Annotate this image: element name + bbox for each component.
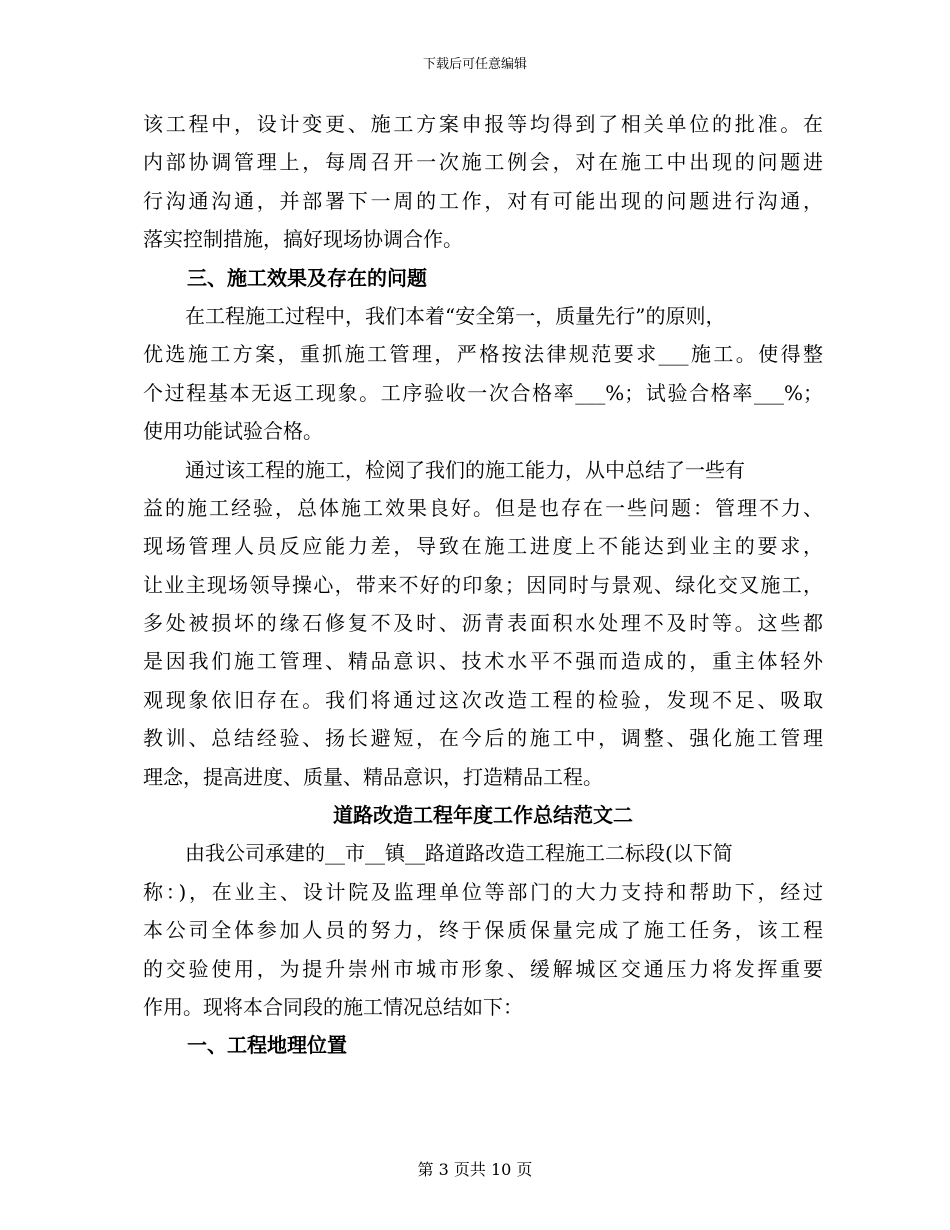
text-line: 观现象依旧存在。我们将通过这次改造工程的检验，发现不足、吸取 (143, 687, 823, 712)
text-line: 理念，提高进度、质量、精品意识，打造精品工程。 (143, 764, 603, 789)
text-line: 该工程中，设计变更、施工方案申报等均得到了相关单位的批准。在 (143, 112, 823, 136)
text-line: 本公司全体参加人员的努力，终于保质保量完成了施工任务，该工程 (143, 918, 823, 943)
text-line: 由我公司承建的__市__镇__路道路改造工程施工二标段(以下简 (185, 841, 733, 866)
text-line: 在工程施工过程中，我们本着“安全第一，质量先行”的原则， (185, 303, 726, 328)
document-title: 道路改造工程年度工作总结范文二 (333, 803, 633, 828)
document-body (143, 105, 823, 1065)
text-line: 作用。现将本合同段的施工情况总结如下： (143, 994, 523, 1019)
text-line: 让业主现场领导操心，带来不好的印象；因同时与景观、绿化交叉施工， (143, 572, 823, 597)
text-line: 的交验使用，为提升崇州市城市形象、缓解城区交通压力将发挥重要 (143, 956, 823, 981)
text-line: 内部协调管理上，每周召开一次施工例会，对在施工中出现的问题进 (143, 150, 823, 175)
text-line: 行沟通沟通，并部署下一周的工作，对有可能出现的问题进行沟通， (143, 188, 823, 213)
text-line: 通过该工程的施工，检阅了我们的施工能力，从中总结了一些有 (185, 457, 745, 482)
section-heading: 一、工程地理位置 (187, 1033, 347, 1058)
text-line: 是因我们施工管理、精品意识、技术水平不强而造成的，重主体轻外 (143, 649, 823, 674)
text-line: 落实控制措施，搞好现场协调合作。 (143, 227, 463, 252)
text-line: 个过程基本无返工现象。工序验收一次合格率___%；试验合格率___%； (143, 380, 823, 405)
text-line: 称：)，在业主、设计院及监理单位等部门的大力支持和帮助下，经过 (143, 879, 823, 904)
text-line: 益的施工经验，总体施工效果良好。但是也存在一些问题：管理不力、 (143, 495, 823, 520)
page-header: 下载后可任意编辑 (422, 57, 527, 72)
page-footer: 第 3 页共 10 页 (417, 1160, 533, 1179)
text-line: 现场管理人员反应能力差，导致在施工进度上不能达到业主的要求， (143, 534, 823, 559)
text-line: 教训、总结经验、扬长避短，在今后的施工中，调整、强化施工管理 (143, 726, 823, 751)
text-line: 使用功能试验合格。 (143, 419, 323, 444)
text-line: 多处被损坏的缘石修复不及时、沥青表面积水处理不及时等。这些都 (143, 611, 823, 636)
section-heading: 三、施工效果及存在的问题 (187, 265, 427, 290)
text-line: 优选施工方案，重抓施工管理，严格按法律规范要求___施工。使得整 (143, 342, 823, 367)
